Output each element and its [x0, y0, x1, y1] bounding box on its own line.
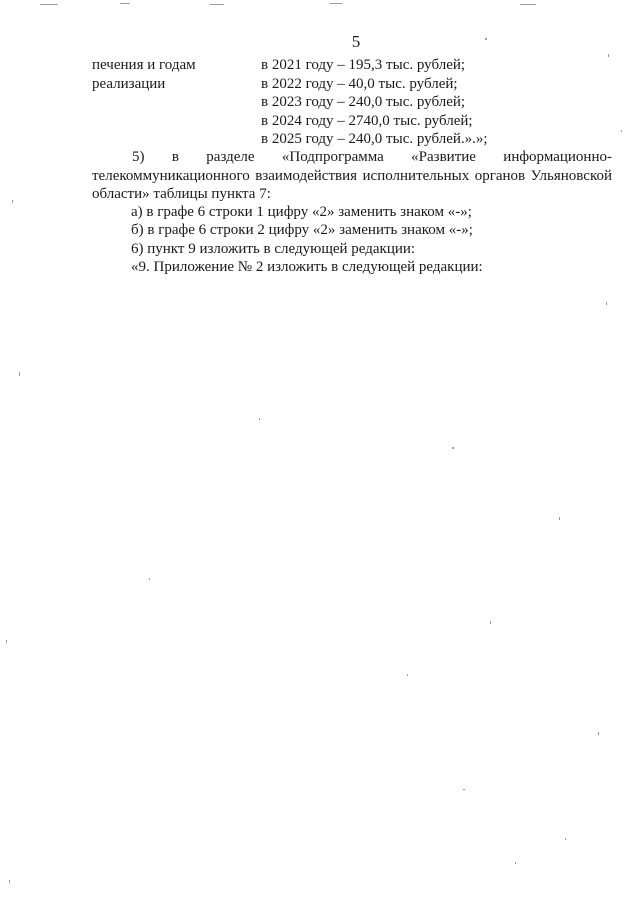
funding-year-2023: в 2023 году – 240,0 тыс. рублей; [261, 94, 466, 110]
scan-speck [40, 4, 58, 5]
paragraph-item-a: а) в графе 6 строки 1 цифру «2» заменить знаком «-»; [131, 204, 472, 220]
page-number: 5 [351, 32, 361, 51]
paragraph-item-9: «9. Приложение № 2 изложить в следующей редакции: [131, 259, 483, 275]
funding-year-2025: в 2025 году – 240,0 тыс. рублей.».»; [261, 131, 488, 147]
paragraph-item-6: 6) пункт 9 изложить в следующей редакции: [131, 241, 416, 257]
scan-speck [490, 621, 491, 624]
scan-speck [19, 372, 20, 376]
funding-year-2022: в 2022 году – 40,0 тыс. рублей; [261, 75, 458, 92]
scan-speck [463, 789, 465, 790]
scan-speck [621, 130, 622, 132]
scan-speck [407, 674, 408, 676]
scan-speck [12, 200, 13, 203]
scan-speck [330, 3, 342, 4]
scan-speck [520, 4, 536, 5]
paragraph-item-5: 5) в разделе «Подпрограмма «Развитие информационно-телекоммуникационного взаимодействия исполнительных органов Ульяновской области» таблицы пункта 7: [92, 149, 612, 202]
funding-years-list [261, 56, 488, 149]
scan-speck [6, 640, 7, 643]
scan-speck [608, 54, 609, 57]
scan-speck [515, 862, 516, 864]
scan-speck [210, 4, 224, 5]
funding-year-2024: в 2024 году – 2740,0 тыс. рублей; [261, 112, 473, 129]
funding-label-line: печения и годам [92, 57, 196, 73]
scan-speck [598, 732, 599, 735]
scan-speck [565, 838, 566, 840]
scan-speck [452, 447, 454, 449]
funding-label-line: реализации [92, 75, 166, 92]
scan-speck [120, 3, 130, 4]
scan-speck [149, 578, 150, 580]
scan-speck [559, 517, 560, 520]
funding-label [92, 56, 196, 93]
scan-speck [485, 38, 487, 40]
funding-year-2021: в 2021 году – 195,3 тыс. рублей; [261, 57, 466, 73]
scan-speck [259, 418, 260, 420]
scan-speck [9, 880, 10, 883]
scan-speck [606, 302, 607, 305]
paragraph-item-b: б) в графе 6 строки 2 цифру «2» заменить знаком «-»; [131, 222, 473, 238]
